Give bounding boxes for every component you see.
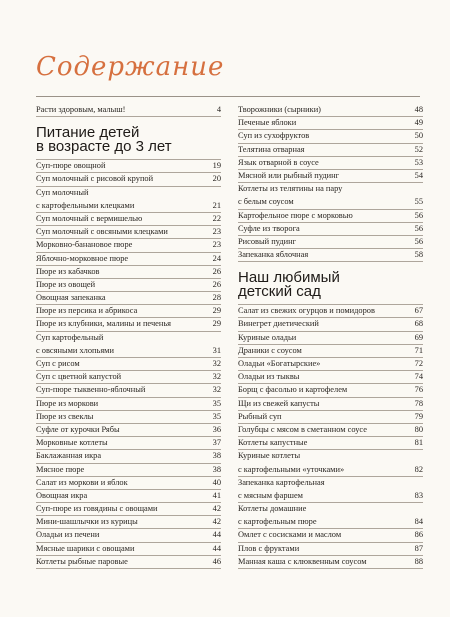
- toc-entry[interactable]: [238, 249, 423, 262]
- toc-entry[interactable]: [238, 130, 423, 143]
- toc-entry[interactable]: [238, 332, 423, 345]
- toc-entry[interactable]: [36, 226, 221, 239]
- toc-entry-page: 31: [212, 345, 221, 355]
- toc-entry-page: 20: [212, 174, 221, 184]
- toc-entry-page: 26: [212, 266, 221, 276]
- toc-entry-title: Щи из свежей капусты: [238, 398, 320, 408]
- toc-entry[interactable]: [238, 503, 423, 516]
- toc-entry[interactable]: [36, 292, 221, 305]
- toc-entry[interactable]: [238, 516, 423, 529]
- toc-entry-title: Пюре из овощей: [36, 279, 96, 289]
- toc-entry-page: 46: [212, 556, 221, 566]
- toc-entry-page: 87: [414, 543, 423, 553]
- toc-entry[interactable]: [36, 173, 221, 186]
- toc-entry-title: Суп картофельный: [36, 332, 104, 342]
- toc-entry-page: 40: [212, 477, 221, 487]
- toc-entry-page: 23: [212, 227, 221, 237]
- toc-entry-page: 88: [414, 556, 423, 566]
- toc-entry-title: Суп молочный с рисовой крупой: [36, 174, 154, 184]
- toc-entry[interactable]: [238, 345, 423, 358]
- toc-entry-page: 24: [212, 253, 221, 263]
- toc-entry-title: Мясное пюре: [36, 464, 85, 474]
- toc-entry-page: 38: [212, 451, 221, 461]
- toc-entry-page: 86: [414, 530, 423, 540]
- section-heading: [36, 117, 221, 160]
- toc-entry[interactable]: [36, 490, 221, 503]
- toc-entry[interactable]: [238, 543, 423, 556]
- toc-entry[interactable]: [36, 543, 221, 556]
- toc-entry-page: 26: [212, 279, 221, 289]
- toc-entry-title: Овощная запеканка: [36, 293, 106, 303]
- toc-entry[interactable]: [238, 210, 423, 223]
- toc-entry[interactable]: [36, 516, 221, 529]
- toc-entry[interactable]: [36, 503, 221, 516]
- toc-entry-page: 58: [414, 250, 423, 260]
- toc-entry-title: Язык отварной в соусе: [238, 157, 319, 167]
- toc-entry[interactable]: [36, 437, 221, 450]
- toc-entry-title: Творожники (сырники): [238, 105, 321, 114]
- toc-entry[interactable]: [36, 371, 221, 384]
- toc-entry[interactable]: [238, 464, 423, 477]
- toc-entry-page: 80: [414, 424, 423, 434]
- toc-entry-title: Драники с соусом: [238, 345, 302, 355]
- toc-entry-title: Яблочно-морковное пюре: [36, 253, 129, 263]
- toc-entry-page: 32: [212, 359, 221, 368]
- toc-entry-page: 49: [414, 118, 423, 128]
- section-heading-line: детский сад: [238, 283, 321, 301]
- toc-entry-title: Расти здоровым, малыш!: [36, 105, 126, 114]
- toc-entry[interactable]: [36, 398, 221, 411]
- toc-entry-page: 29: [212, 306, 221, 316]
- toc-entry-title: Суп молочный с овсяными клецками: [36, 227, 168, 237]
- toc-entry-title: Пюре из клубники, малины и печенья: [36, 319, 172, 329]
- toc-entry-page: 52: [414, 144, 423, 154]
- section-heading-line: в возрасте до 3 лет: [36, 138, 172, 156]
- toc-entry-page: 68: [414, 319, 423, 329]
- toc-column-right: [238, 104, 423, 569]
- toc-entry-title: с овсяными хлопьями: [36, 345, 114, 355]
- toc-entry-title: Манная каша с клюквенным соусом: [238, 556, 367, 566]
- toc-entry-title: Суфле из творога: [238, 223, 300, 233]
- toc-entry-title: Котлеты из телятины на пару: [238, 184, 343, 194]
- toc-entry-page: 4: [216, 105, 221, 114]
- toc-entry[interactable]: [238, 117, 423, 130]
- toc-entry-page: 19: [212, 161, 221, 171]
- toc-entry-title: Куриные оладьи: [238, 332, 297, 342]
- toc-entry[interactable]: [36, 305, 221, 318]
- toc-entry-title: Суп молочный: [36, 187, 89, 197]
- toc-entry-title: Мясной или рыбный пудинг: [238, 170, 340, 180]
- toc-entry[interactable]: [36, 200, 221, 213]
- toc-entry-page: 82: [414, 464, 423, 474]
- toc-entry[interactable]: [238, 477, 423, 490]
- toc-entry-title: Котлеты рыбные паровые: [36, 556, 128, 566]
- toc-entry-page: 69: [414, 332, 423, 342]
- toc-entry-title: Салат из свежих огурцов и помидоров: [238, 306, 375, 316]
- toc-entry-title: Запеканка картофельная: [238, 477, 325, 487]
- toc-entry[interactable]: [238, 450, 423, 463]
- toc-entry-page: 41: [212, 490, 221, 500]
- toc-entry-page: 74: [414, 372, 423, 382]
- toc-entry-title: Баклажанная икра: [36, 451, 102, 461]
- toc-entry-page: 71: [414, 345, 423, 355]
- toc-entry[interactable]: [36, 104, 221, 117]
- toc-entry[interactable]: [238, 223, 423, 236]
- section-heading: [238, 262, 423, 305]
- toc-entry-page: 23: [212, 240, 221, 250]
- toc-entry-title: с картофельным пюре: [238, 517, 317, 527]
- toc-entry-page: 83: [414, 490, 423, 500]
- toc-entry-title: Плов с фруктами: [238, 543, 300, 553]
- toc-entry-page: 56: [414, 236, 423, 246]
- toc-entry-page: 37: [212, 438, 221, 448]
- toc-entry[interactable]: [238, 305, 423, 318]
- toc-entry-title: Рисовый пудинг: [238, 236, 297, 246]
- toc-entry-title: Суп с рисом: [36, 359, 80, 368]
- toc-entry[interactable]: [36, 213, 221, 226]
- toc-entry-title: Мясные шарики с овощами: [36, 543, 135, 553]
- toc-entry[interactable]: [238, 384, 423, 397]
- toc-entry-page: 21: [212, 200, 221, 210]
- toc-entry-title: с мясным фаршем: [238, 490, 303, 500]
- toc-entry-page: 50: [414, 131, 423, 141]
- toc-entry[interactable]: [238, 437, 423, 450]
- toc-entry-title: Оладьи из печени: [36, 530, 100, 540]
- toc-entry[interactable]: [36, 450, 221, 463]
- toc-entry-title: Борщ с фасолью и картофелем: [238, 385, 348, 395]
- toc-entry-title: Салат из моркови и яблок: [36, 477, 128, 487]
- toc-entry-page: 48: [414, 105, 423, 114]
- toc-entry[interactable]: [238, 157, 423, 170]
- toc-entry-page: 36: [212, 424, 221, 434]
- toc-entry-page: 44: [212, 543, 221, 553]
- toc-entry-title: Овощная икра: [36, 490, 88, 500]
- toc-entry-page: 32: [212, 385, 221, 395]
- toc-entry[interactable]: [238, 490, 423, 503]
- toc-entry[interactable]: [238, 183, 423, 196]
- toc-entry-page: 53: [414, 157, 423, 167]
- toc-entry-title: Куриные котлеты: [238, 451, 301, 461]
- toc-entry[interactable]: [36, 464, 221, 477]
- toc-entry-title: Пюре из свеклы: [36, 411, 94, 421]
- toc-entry-page: 35: [212, 411, 221, 421]
- toc-entry-title: Суп из сухофруктов: [238, 131, 310, 141]
- toc-entry-title: Суп с цветной капустой: [36, 372, 122, 382]
- toc-entry-title: Котлеты домашние: [238, 504, 307, 514]
- toc-entry[interactable]: [238, 398, 423, 411]
- toc-entry[interactable]: [36, 358, 221, 371]
- toc-entry-page: 55: [414, 197, 423, 207]
- toc-entry-page: 84: [414, 517, 423, 527]
- toc-entry-page: 54: [414, 170, 423, 180]
- toc-entry-page: 29: [212, 319, 221, 329]
- toc-entry-title: Суп-пюре тыквенно-яблочный: [36, 385, 146, 395]
- toc-entry-title: Пюре из персика и абрикоса: [36, 306, 138, 316]
- toc-entry-title: Морковные котлеты: [36, 438, 108, 448]
- section-heading-line: Питание детей: [36, 124, 140, 142]
- toc-entry-title: Винегрет диетический: [238, 319, 319, 329]
- toc-entry-title: Оладьи из тыквы: [238, 372, 300, 382]
- toc-entry[interactable]: [36, 477, 221, 490]
- toc-entry-title: Пюре из моркови: [36, 398, 99, 408]
- toc-entry-title: Запеканка яблочная: [238, 250, 309, 260]
- toc-entry[interactable]: [36, 187, 221, 200]
- toc-entry[interactable]: [238, 411, 423, 424]
- toc-entry-title: Печеные яблоки: [238, 118, 297, 128]
- toc-entry-page: 35: [212, 398, 221, 408]
- page-title: Содержание: [36, 52, 225, 82]
- toc-entry-title: Телятина отварная: [238, 144, 305, 154]
- toc-entry-title: Пюре из кабачков: [36, 266, 100, 276]
- toc-entry-title: Суфле от курочки Рябы: [36, 424, 120, 434]
- toc-entry-page: 56: [414, 210, 423, 220]
- toc-entry[interactable]: [238, 556, 423, 569]
- toc-entry-page: 81: [414, 438, 423, 448]
- toc-entry[interactable]: [36, 318, 221, 331]
- toc-entry-title: Оладьи «Богатырские»: [238, 359, 321, 368]
- toc-entry[interactable]: [36, 239, 221, 252]
- toc-entry-title: Картофельное пюре с морковью: [238, 210, 353, 220]
- toc-entry-title: с картофельными «уточками»: [238, 464, 345, 474]
- toc-entry[interactable]: [36, 332, 221, 345]
- toc-entry[interactable]: [238, 424, 423, 437]
- toc-entry-title: Суп молочный с вермишелью: [36, 213, 143, 223]
- toc-entry-title: Голубцы с мясом в сметанном соусе: [238, 424, 367, 434]
- toc-entry[interactable]: [238, 170, 423, 183]
- toc-entry-page: 32: [212, 372, 221, 382]
- toc-entry-page: 42: [212, 504, 221, 514]
- toc-entry[interactable]: [238, 236, 423, 249]
- toc-entry[interactable]: [238, 196, 423, 209]
- toc-entry[interactable]: [238, 104, 423, 117]
- toc-entry-title: Омлет с сосисками и маслом: [238, 530, 342, 540]
- toc-entry[interactable]: [36, 556, 221, 569]
- toc-entry-title: Морковно-банановое пюре: [36, 240, 133, 250]
- toc-entry[interactable]: [36, 279, 221, 292]
- toc-entry[interactable]: [36, 384, 221, 397]
- toc-entry[interactable]: [36, 424, 221, 437]
- toc-entry-page: 72: [414, 359, 423, 368]
- toc-entry-title: Суп-пюре овощной: [36, 161, 106, 171]
- toc-entry[interactable]: [238, 358, 423, 371]
- toc-entry-page: 38: [212, 464, 221, 474]
- toc-entry-page: 79: [414, 411, 423, 421]
- toc-entry-title: Котлеты капустные: [238, 438, 308, 448]
- toc-entry[interactable]: [36, 253, 221, 266]
- title-divider: [36, 96, 420, 97]
- toc-entry-page: 22: [212, 213, 221, 223]
- toc-entry[interactable]: [36, 160, 221, 173]
- toc-entry[interactable]: [36, 529, 221, 542]
- toc-entry[interactable]: [238, 529, 423, 542]
- section-heading-line: Наш любимый: [238, 269, 340, 287]
- toc-entry[interactable]: [36, 411, 221, 424]
- toc-entry-title: с картофельными клецками: [36, 200, 135, 210]
- toc-entry[interactable]: [238, 371, 423, 384]
- toc-entry[interactable]: [36, 345, 221, 358]
- toc-entry-title: с белым соусом: [238, 197, 294, 207]
- toc-entry[interactable]: [238, 144, 423, 157]
- toc-entry-page: 42: [212, 517, 221, 527]
- toc-entry[interactable]: [238, 318, 423, 331]
- toc-entry[interactable]: [36, 266, 221, 279]
- toc-column-left: [36, 104, 221, 569]
- toc-entry-title: Суп-пюре из говядины с овощами: [36, 504, 158, 514]
- toc-entry-page: 56: [414, 223, 423, 233]
- toc-entry-page: 28: [212, 293, 221, 303]
- toc-entry-title: Рыбный суп: [238, 411, 282, 421]
- toc-entry-page: 76: [414, 385, 423, 395]
- toc-entry-page: 44: [212, 530, 221, 540]
- toc-entry-page: 67: [414, 306, 423, 316]
- toc-entry-title: Мини-шашлычки из курицы: [36, 517, 138, 527]
- toc-entry-page: 78: [414, 398, 423, 408]
